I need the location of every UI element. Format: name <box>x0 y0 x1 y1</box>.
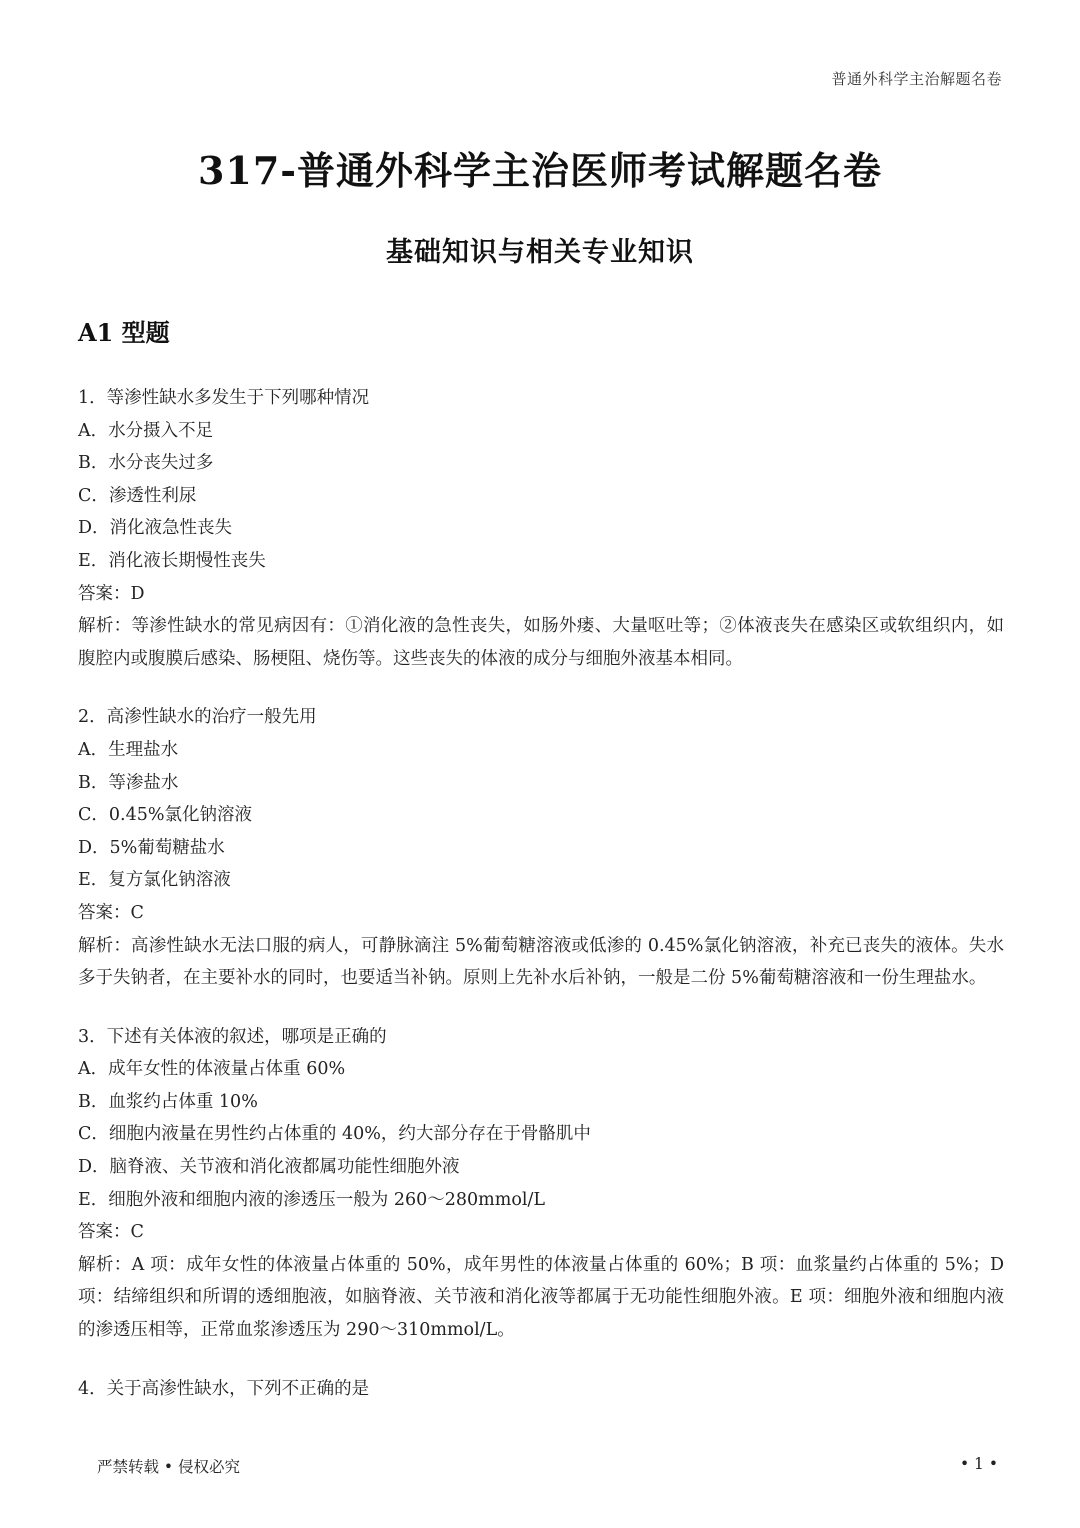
document-title: 317-普通外科学主治医师考试解题名卷 <box>197 148 883 193</box>
question-1 <box>78 382 1004 675</box>
question-stem: 3．下述有关体液的叙述，哪项是正确的 <box>78 1026 387 1047</box>
running-header: 普通外科学主治解题名卷 <box>831 70 1002 88</box>
question-stem: 1．等渗性缺水多发生于下列哪种情况 <box>78 388 370 408</box>
question-stem: 4．关于高渗性缺水，下列不正确的是 <box>78 1378 370 1399</box>
option-d: D．5%葡萄糖盐水 <box>78 837 225 858</box>
document-subtitle: 基础知识与相关专业知识 <box>386 237 694 268</box>
option-b: B．等渗盐水 <box>78 772 179 793</box>
question-3 <box>78 1021 1004 1347</box>
question-4 <box>78 1373 1004 1406</box>
option-d: D．消化液急性丧失 <box>78 518 233 539</box>
question-2 <box>78 701 1004 994</box>
question-stem: 2．高渗性缺水的治疗一般先用 <box>78 707 317 728</box>
option-a: A．水分摄入不足 <box>78 420 214 441</box>
footer-notice: 严禁转载 • 侵权必究 <box>97 1458 240 1476</box>
analysis: 解析：高渗性缺水无法口服的病人，可静脉滴注 5%葡萄糖溶液或低渗的 0.45%氯化钠溶液，补充已丧失的液体。失水多于失钠者，在主要补水的同时，也要适当补钠。原则上先补水后补钠，一般是二份 5%葡萄糖溶液和一份生理盐水。 <box>78 935 1004 989</box>
option-c: C．0.45%氯化钠溶液 <box>78 805 252 826</box>
option-c: C．渗透性利尿 <box>78 485 197 506</box>
question-list <box>78 382 1004 1431</box>
analysis: 解析：A 项：成年女性的体液量占体重的 50%，成年男性的体液量占体重的 60%；B 项：血浆量约占体重的 5%；D 项：结缔组织和所谓的透细胞液，如脑脊液、关节液和消化液等都属于无功能性细胞外液。E 项：细胞外液和细胞内液的渗透压相等，正常血浆渗透压为 290～310mmol/L。 <box>78 1254 1004 1341</box>
page-number: • 1 • <box>959 1455 998 1473</box>
option-d: D．脑脊液、关节液和消化液都属功能性细胞外液 <box>78 1157 460 1178</box>
option-b: B．水分丧失过多 <box>78 453 214 474</box>
answer: 答案：C <box>78 902 144 923</box>
option-b: B．血浆约占体重 10% <box>78 1091 258 1112</box>
analysis: 解析：等渗性缺水的常见病因有：①消化液的急性丧失，如肠外瘘、大量呕吐等；②体液丧失在感染区或软组织内，如腹腔内或腹膜后感染、肠梗阻、烧伤等。这些丧失的体液的成分与细胞外液基本相同。 <box>78 616 1004 669</box>
answer: 答案：C <box>78 1222 144 1243</box>
option-a: A．生理盐水 <box>78 739 179 760</box>
section-heading: A1 型题 <box>78 318 170 347</box>
answer: 答案：D <box>78 583 145 604</box>
option-e: E．细胞外液和细胞内液的渗透压一般为 260～280mmol/L <box>78 1189 545 1210</box>
option-a: A．成年女性的体液量占体重 60% <box>78 1059 346 1080</box>
option-e: E．消化液长期慢性丧失 <box>78 550 266 571</box>
option-c: C．细胞内液量在男性约占体重的 40%，约大部分存在于骨骼肌中 <box>78 1124 591 1145</box>
option-e: E．复方氯化钠溶液 <box>78 870 231 891</box>
